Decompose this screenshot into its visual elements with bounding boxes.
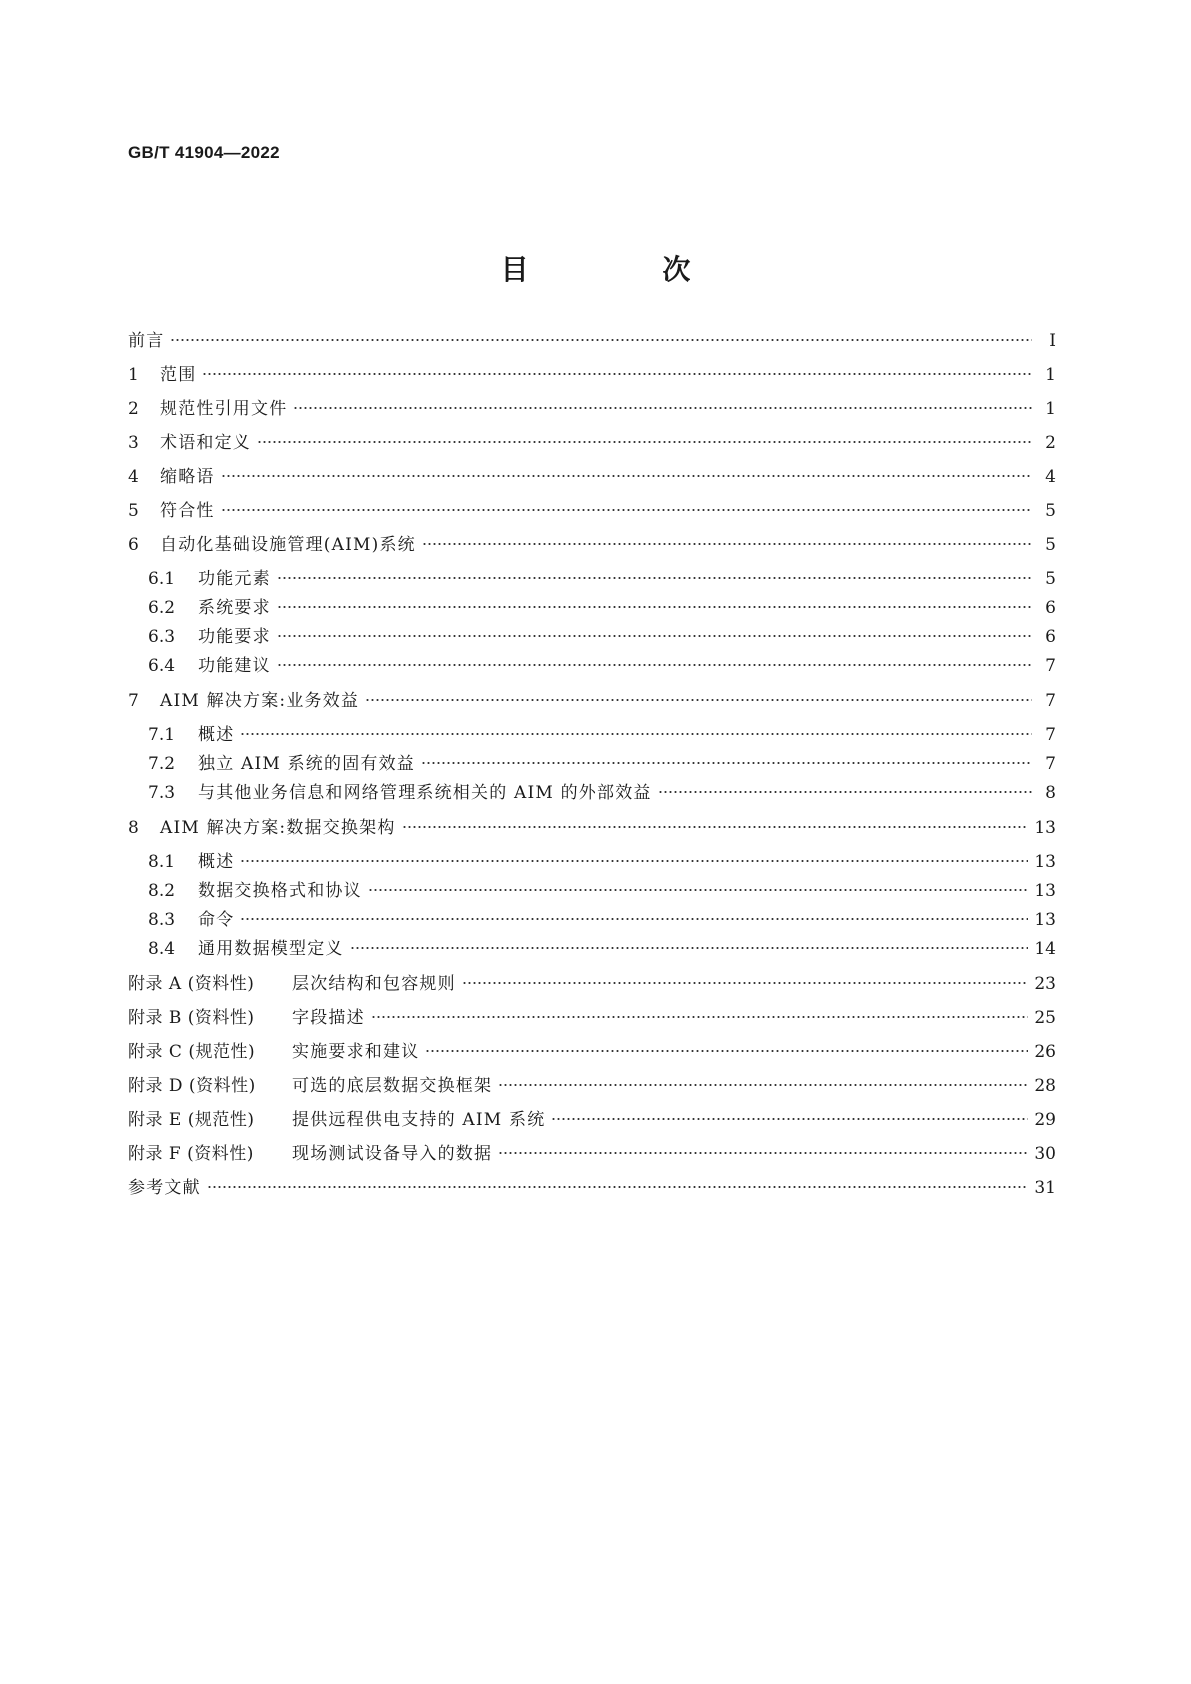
- dot-leader: [402, 824, 1029, 830]
- dot-leader: [221, 507, 1032, 513]
- toc-entry-page: 5: [1045, 501, 1056, 521]
- dot-leader: [498, 1082, 1028, 1088]
- toc-entry[interactable]: [148, 782, 1056, 804]
- toc-entry[interactable]: [128, 1143, 1056, 1165]
- dot-leader: [498, 1150, 1028, 1156]
- dot-leader: [277, 604, 1032, 610]
- dot-leader: [658, 789, 1032, 795]
- toc-entry-page: 28: [1034, 1076, 1056, 1096]
- toc-entry-number: 附录 B (资料性): [128, 1008, 255, 1028]
- toc-entry-number: 6.4: [148, 656, 176, 676]
- toc-entry[interactable]: [148, 753, 1056, 775]
- toc-entry-label: 功能要求: [198, 627, 271, 647]
- dot-leader: [293, 405, 1032, 411]
- toc-entry[interactable]: [128, 1177, 1056, 1199]
- toc-entry-page: 25: [1034, 1008, 1056, 1028]
- toc-entry[interactable]: [148, 597, 1056, 619]
- toc-entry-page: 4: [1045, 467, 1056, 487]
- toc-entry-page: 6: [1045, 627, 1056, 647]
- toc-entry-number: 附录 F (资料性): [128, 1144, 254, 1164]
- toc-entry-number: 8.1: [148, 852, 176, 872]
- toc-entry-number: 7.1: [148, 725, 176, 745]
- toc-entry-page: 29: [1034, 1110, 1056, 1130]
- toc-entry-page: 7: [1045, 754, 1056, 774]
- toc-entry-label: 参考文献: [128, 1178, 201, 1198]
- toc-entry-label: AIM 解决方案:业务效益: [160, 691, 360, 711]
- toc-entry-number: 8.4: [148, 939, 176, 959]
- toc-entry-page: 13: [1034, 910, 1056, 930]
- dot-leader: [257, 439, 1032, 445]
- toc-entry-page: 7: [1045, 725, 1056, 745]
- toc-entry[interactable]: [128, 1109, 1056, 1131]
- toc-entry-number: 8.3: [148, 910, 176, 930]
- toc-entry-label: 现场测试设备导入的数据: [292, 1144, 493, 1164]
- toc-entry-page: 1: [1045, 365, 1056, 385]
- toc-entry-page: 2: [1045, 433, 1056, 453]
- toc-entry[interactable]: [128, 364, 1056, 386]
- dot-leader: [421, 760, 1032, 766]
- toc-entry-number: 2: [128, 399, 139, 419]
- toc-entry[interactable]: [128, 1075, 1056, 1097]
- dot-leader: [240, 916, 1028, 922]
- toc-entry[interactable]: [148, 880, 1056, 902]
- toc-entry-number: 8.2: [148, 881, 176, 901]
- toc-entry-page: 5: [1045, 535, 1056, 555]
- toc-entry-label: 功能建议: [198, 656, 271, 676]
- toc-entry-number: 附录 A (资料性): [128, 974, 255, 994]
- toc-entry-page: 31: [1034, 1178, 1056, 1198]
- toc-entry-page: 8: [1045, 783, 1056, 803]
- toc-entry-page: 13: [1034, 818, 1056, 838]
- page-title: 目 次: [500, 253, 753, 286]
- toc-entry-label: 前言: [128, 331, 165, 351]
- dot-leader: [551, 1116, 1028, 1122]
- toc-entry-number: 6: [128, 535, 139, 555]
- toc-entry-label: 字段描述: [292, 1008, 365, 1028]
- toc-entry-number: 6.1: [148, 569, 176, 589]
- toc-entry-label: 缩略语: [160, 467, 215, 487]
- toc-entry[interactable]: [128, 1041, 1056, 1063]
- toc-entry[interactable]: [128, 398, 1056, 420]
- toc-entry-label: 概述: [198, 725, 235, 745]
- toc-entry-label: 层次结构和包容规则: [292, 974, 456, 994]
- toc-entry-label: 数据交换格式和协议: [198, 881, 362, 901]
- toc-entry-label: 术语和定义: [160, 433, 251, 453]
- toc-entry[interactable]: [128, 330, 1056, 352]
- toc-entry-number: 8: [128, 818, 139, 838]
- toc-entry-label: 规范性引用文件: [160, 399, 288, 419]
- dot-leader: [202, 371, 1032, 377]
- toc-entry-number: 附录 C (规范性): [128, 1042, 256, 1062]
- toc-entry-page: 6: [1045, 598, 1056, 618]
- toc-entry[interactable]: [148, 938, 1056, 960]
- dot-leader: [368, 887, 1029, 893]
- dot-leader: [371, 1014, 1029, 1020]
- dot-leader: [277, 575, 1032, 581]
- toc-entry-page: 23: [1034, 974, 1056, 994]
- toc-entry-number: 附录 E (规范性): [128, 1110, 255, 1130]
- toc-entry-page: 26: [1034, 1042, 1056, 1062]
- toc-entry-number: 6.3: [148, 627, 176, 647]
- dot-leader: [170, 337, 1032, 343]
- standard-code: GB/T 41904—2022: [128, 143, 280, 162]
- toc-entry-label: 自动化基础设施管理(AIM)系统: [160, 535, 416, 555]
- toc-entry[interactable]: [128, 817, 1056, 839]
- toc-entry-page: Ⅰ: [1049, 331, 1056, 351]
- toc-entry-number: 3: [128, 433, 139, 453]
- toc-entry-page: 5: [1045, 569, 1056, 589]
- toc-entry[interactable]: [148, 909, 1056, 931]
- toc-entry-number: 5: [128, 501, 139, 521]
- toc-entry-page: 30: [1034, 1144, 1056, 1164]
- toc-entry[interactable]: [148, 724, 1056, 746]
- toc-entry[interactable]: [148, 655, 1056, 677]
- toc-entry-page: 1: [1045, 399, 1056, 419]
- dot-leader: [240, 731, 1032, 737]
- toc-entry-page: 13: [1034, 852, 1056, 872]
- dot-leader: [221, 473, 1032, 479]
- toc-entry-number: 7.3: [148, 783, 176, 803]
- toc-entry[interactable]: [128, 690, 1056, 712]
- toc-entry-label: 通用数据模型定义: [198, 939, 344, 959]
- dot-leader: [425, 1048, 1028, 1054]
- toc-entry-number: 6.2: [148, 598, 176, 618]
- toc-entry-label: 可选的底层数据交换框架: [292, 1076, 493, 1096]
- toc-entry-label: 系统要求: [198, 598, 271, 618]
- dot-leader: [240, 858, 1028, 864]
- toc-entry[interactable]: [128, 500, 1056, 522]
- toc-entry[interactable]: [148, 568, 1056, 590]
- toc-entry-number: 1: [128, 365, 139, 385]
- dot-leader: [462, 980, 1029, 986]
- toc-entry-page: 7: [1045, 656, 1056, 676]
- toc-entry-label: AIM 解决方案:数据交换架构: [160, 818, 396, 838]
- dot-leader: [422, 541, 1032, 547]
- dot-leader: [277, 662, 1032, 668]
- toc-entry-number: 4: [128, 467, 139, 487]
- toc-entry[interactable]: [128, 432, 1056, 454]
- toc-entry-number: 7.2: [148, 754, 176, 774]
- toc-entry-page: 13: [1034, 881, 1056, 901]
- toc-entry-page: 14: [1034, 939, 1056, 959]
- toc-entry-label: 功能元素: [198, 569, 271, 589]
- dot-leader: [277, 633, 1032, 639]
- toc-entry[interactable]: [148, 851, 1056, 873]
- toc-entry-label: 命令: [198, 910, 235, 930]
- toc-entry[interactable]: [128, 466, 1056, 488]
- toc-entry-number: 7: [128, 691, 139, 711]
- toc-entry-label: 独立 AIM 系统的固有效益: [198, 754, 416, 774]
- dot-leader: [350, 945, 1029, 951]
- toc-entry-label: 概述: [198, 852, 235, 872]
- toc-entry[interactable]: [128, 973, 1056, 995]
- toc-entry-label: 实施要求和建议: [292, 1042, 420, 1062]
- toc-entry-label: 符合性: [160, 501, 215, 521]
- toc-entry[interactable]: [148, 626, 1056, 648]
- toc-entry-label: 提供远程供电支持的 AIM 系统: [292, 1110, 546, 1130]
- toc-entry-label: 范围: [160, 365, 197, 385]
- toc-entry-label: 与其他业务信息和网络管理系统相关的 AIM 的外部效益: [198, 783, 652, 803]
- toc-entry[interactable]: [128, 534, 1056, 556]
- toc-entry[interactable]: [128, 1007, 1056, 1029]
- toc-entry-page: 7: [1045, 691, 1056, 711]
- dot-leader: [207, 1184, 1029, 1190]
- dot-leader: [365, 697, 1032, 703]
- toc-entry-number: 附录 D (资料性): [128, 1076, 256, 1096]
